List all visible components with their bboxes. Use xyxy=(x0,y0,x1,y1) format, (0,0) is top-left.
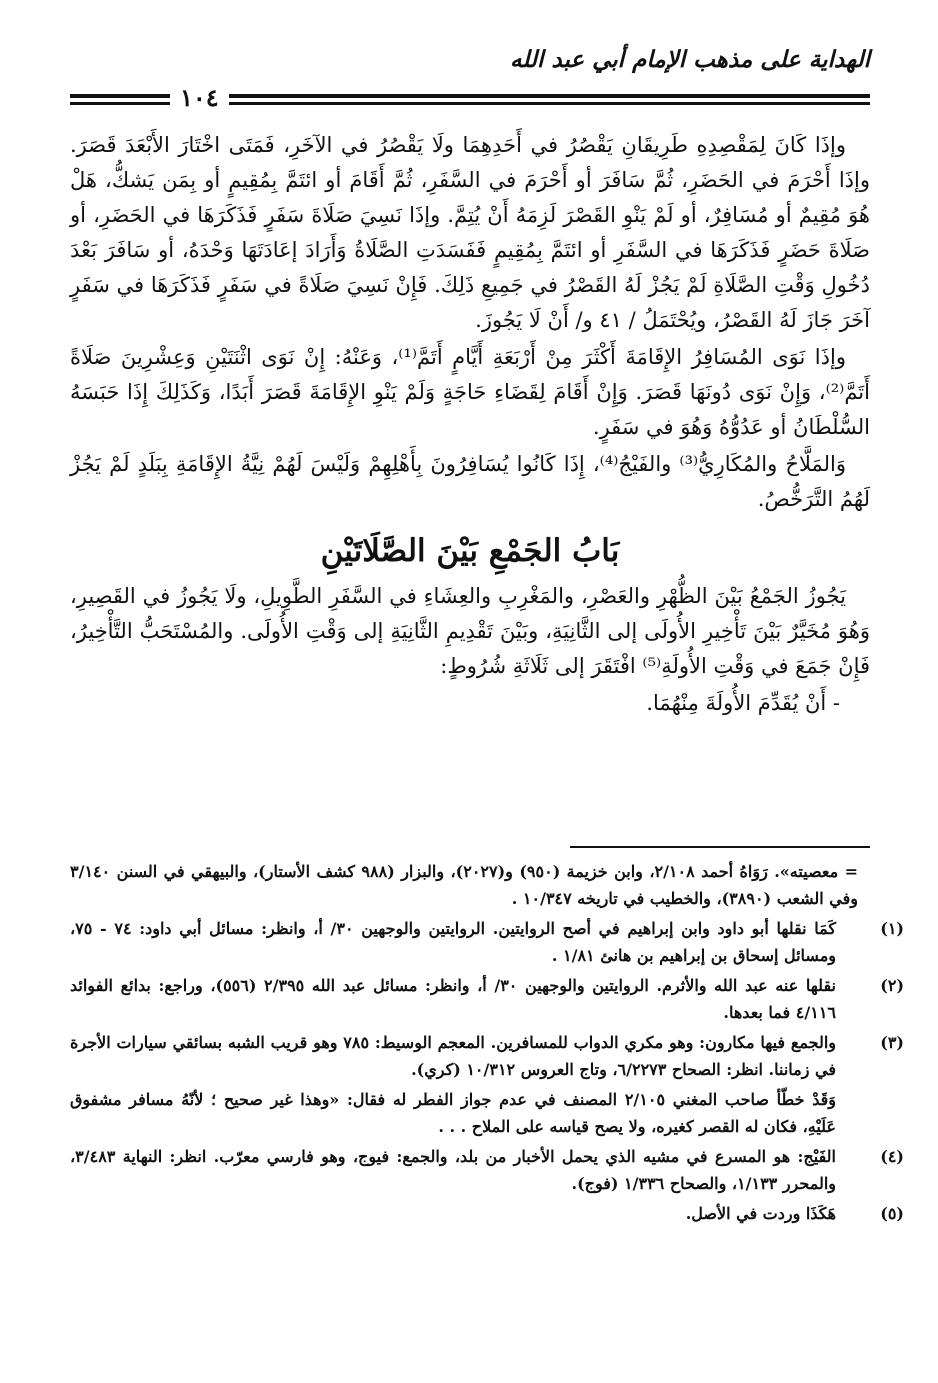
footnote xyxy=(70,1200,904,1227)
book-page xyxy=(70,40,905,1350)
paragraph: وإذَا نَوَى المُسَافِرُ الإِقَامَةَ أَكْثَرَ مِنْ أَرْبَعَةِ أَيَّامٍ أَتَمَّ⁽¹⁾، وَعَنْهُ: إِنْ نَوَى اثْنَتَيْنِ وَعِشْرِينَ صَلَاةً أَتَمَّ⁽²⁾، وَإِنْ نَوَى دُونَهَا قَصَرَ. وَإِنْ أَقَامَ لِقَضَاءِ حَاجَةٍ وَلَمْ يَنْوِ الإِقَامَةَ قَصَرَ أَبَدًا، وَكَذَلِكَ إِذَا حَبَسَهُ السُّلْطَانُ أو عَدُوُّهُ وَهُوَ في سَفَرٍ. xyxy=(70,345,870,439)
footnote-text: والجمع فيها مكارون: وهو مكري الدواب للمسافرين. المعجم الوسيط: ٧٨٥ وهو قريب الشبه بسائقي سيارات الأجرة في زماننا. انظر: الصحاح ٦/٢٢٧٣، وتاج العروس ١٠/٣١٢ (كري). xyxy=(70,1033,836,1079)
book-title: الهداية على مذهب الإمام أبي عبد الله xyxy=(510,46,870,73)
footnote-continuation: = معصيته». رَوَاهُ أحمد ٢/١٠٨، وابن خزيمة (٩٥٠) و(٢٠٢٧)، والبزار (٩٨٨ كشف الأستار)، والبيهقي في السنن ٣/١٤٠ وفي الشعب (٣٨٩٠)، والخطيب في تاريخه ١٠/٣٤٧ . xyxy=(70,862,859,908)
footnote-separator xyxy=(570,846,870,848)
paragraph: يَجُوزُ الجَمْعُ بَيْنَ الظُّهْرِ والعَصْرِ، والمَغْرِبِ والعِشَاءِ في السَّفَرِ الطَّوِيلِ، ولَا يَجُوزُ في القَصِيرِ، وَهُوَ مُخَيَّرٌ بَيْنَ تَأْخِيرِ الأُولَى إلى الثَّانِيَةِ، وبَيْنَ تَقْدِيمِ الثَّانِيَةِ إلى وَقْتِ الأُولَى. والمُسْتَحَبُّ التَّأْخِيرُ، فَإِنْ جَمَعَ في وَقْتِ الأُولَةِ⁽⁵⁾ افْتَقَرَ إلى ثَلَاثَةِ شُرُوطٍ: xyxy=(70,584,870,678)
paragraph: وَالمَلَّاحُ والمُكَارِيُّ⁽³⁾ والفَيْجُ⁽⁴⁾، إِذَا كَانُوا يُسَافِرُونَ بِأَهْلِهِمْ وَلَيْسَ لَهُمْ نِيَّةُ الإِقَامَةِ بِبَلَدٍ لَمْ يَجُزْ لَهُمُ التَّرَخُّصُ. xyxy=(70,452,870,511)
paragraph: وإذَا كَانَ لِمَقْصِدِهِ طَرِيقَانِ يَقْصُرُ في أَحَدِهِمَا ولَا يَقْصُرُ في الآخَرِ، فَمَتَى اخْتَارَ الأَبْعَدَ قَصَرَ. وإذَا أَحْرَمَ في الحَضَرِ، ثُمَّ سَافَرَ أو أَحْرَمَ في السَّفَرِ، ثُمَّ أَقَامَ أو ائتَمَّ بِمُقِيمٍ أو بِمَن يَشكُّ، هَلْ هُوَ مُقِيمٌ أو مُسَافِرٌ، أو لَمْ يَنْوِ القَصْرَ لَزِمَهُ أَنْ يُتِمَّ. وإذَا نَسِيَ صَلَاةَ سَفَرٍ فَذَكَرَهَا في الحَضَرِ، أو صَلَاةَ حَضَرٍ فَذَكَرَهَا في السَّفَرِ أو ائتَمَّ بِمُقِيمٍ فَفَسَدَتِ الصَّلَاةُ وَأَرَادَ إعَادَتَهَا وَحْدَهُ، أو سَافَرَ بَعْدَ دُخُولِ وَقْتِ الصَّلَاةِ لَمْ يَجُزْ لَهُ القَصْرُ في جَمِيعِ ذَلِكَ. فَإِنْ نَسِيَ صَلَاةً في سَفَرٍ فَذَكَرَهَا في سَفَرٍ آخَرَ جَازَ لَهُ القَصْرُ، ويُحْتَمَلُ / ٤١ و/ أَنْ لَا يَجُوزَ. xyxy=(70,133,870,332)
footnote-marker: (٤) xyxy=(880,1147,904,1166)
footnote-continuation xyxy=(70,1086,870,1140)
footnote-text: وَقَدْ خطّأ صاحب المغني ٢/١٠٥ المصنف في عدم جواز الفطر له فقال: «وهذا غير صحيح ؛ لأنّهُ مسافر مشفوق عَلَيْهِ، فكان له القصر كغيره، ولا يصح قياسه على الملاح . . . xyxy=(70,1090,836,1136)
footnote-marker: (١) xyxy=(880,919,904,938)
section-heading: بَابُ الجَمْعِ بَيْنَ الصَّلَاتَيْنِ xyxy=(320,533,620,569)
footnote xyxy=(70,1143,904,1197)
footnote-text: هَكَذَا وردت في الأصل. xyxy=(685,1204,836,1223)
footnote-text: كَمَا نقلها أبو داود وابن إبراهيم في أصح الروايتين. الروايتين والوجهين ٣٠/ أ، وانظر: مسائل أبي داود: ٧٤ - ٧٥، ومسائل إسحاق بن إبراهيم بن هانئ ١/٨١ . xyxy=(70,919,836,965)
footnote-text: الفَيْج: هو المسرع في مشيه الذي يحمل الأخبار من بلد، والجمع: فيوج، وهو فارسي معرّب. انظر: النهاية ٣/٤٨٣، والمحرر ١/١٣٣، والصحاح ١/٣٣٦ (فوج). xyxy=(70,1147,836,1193)
footnotes xyxy=(70,858,905,1230)
footnote-marker: (٢) xyxy=(880,976,905,995)
footnote-marker: (٣) xyxy=(880,1033,904,1052)
footnote xyxy=(70,1029,904,1083)
running-header xyxy=(70,40,870,88)
condition-item: - أَنْ يُقَدِّمَ الأُولَةَ مِنْهُمَا. xyxy=(646,691,840,715)
main-text xyxy=(70,128,870,721)
footnote-marker: (٥) xyxy=(880,1204,904,1223)
footnote xyxy=(70,915,904,969)
page-number: ١٠٤ xyxy=(170,82,229,114)
footnote-text: نقلها عنه عبد الله والأثرم. الروايتين والوجهين ٣٠/ أ، وانظر: مسائل عبد الله ٢/٣٩٥ (٥٥٦)، وراجع: بدائع الفوائد ٤/١١٦ فما بعدها. xyxy=(70,976,837,1022)
footnote xyxy=(70,972,905,1026)
